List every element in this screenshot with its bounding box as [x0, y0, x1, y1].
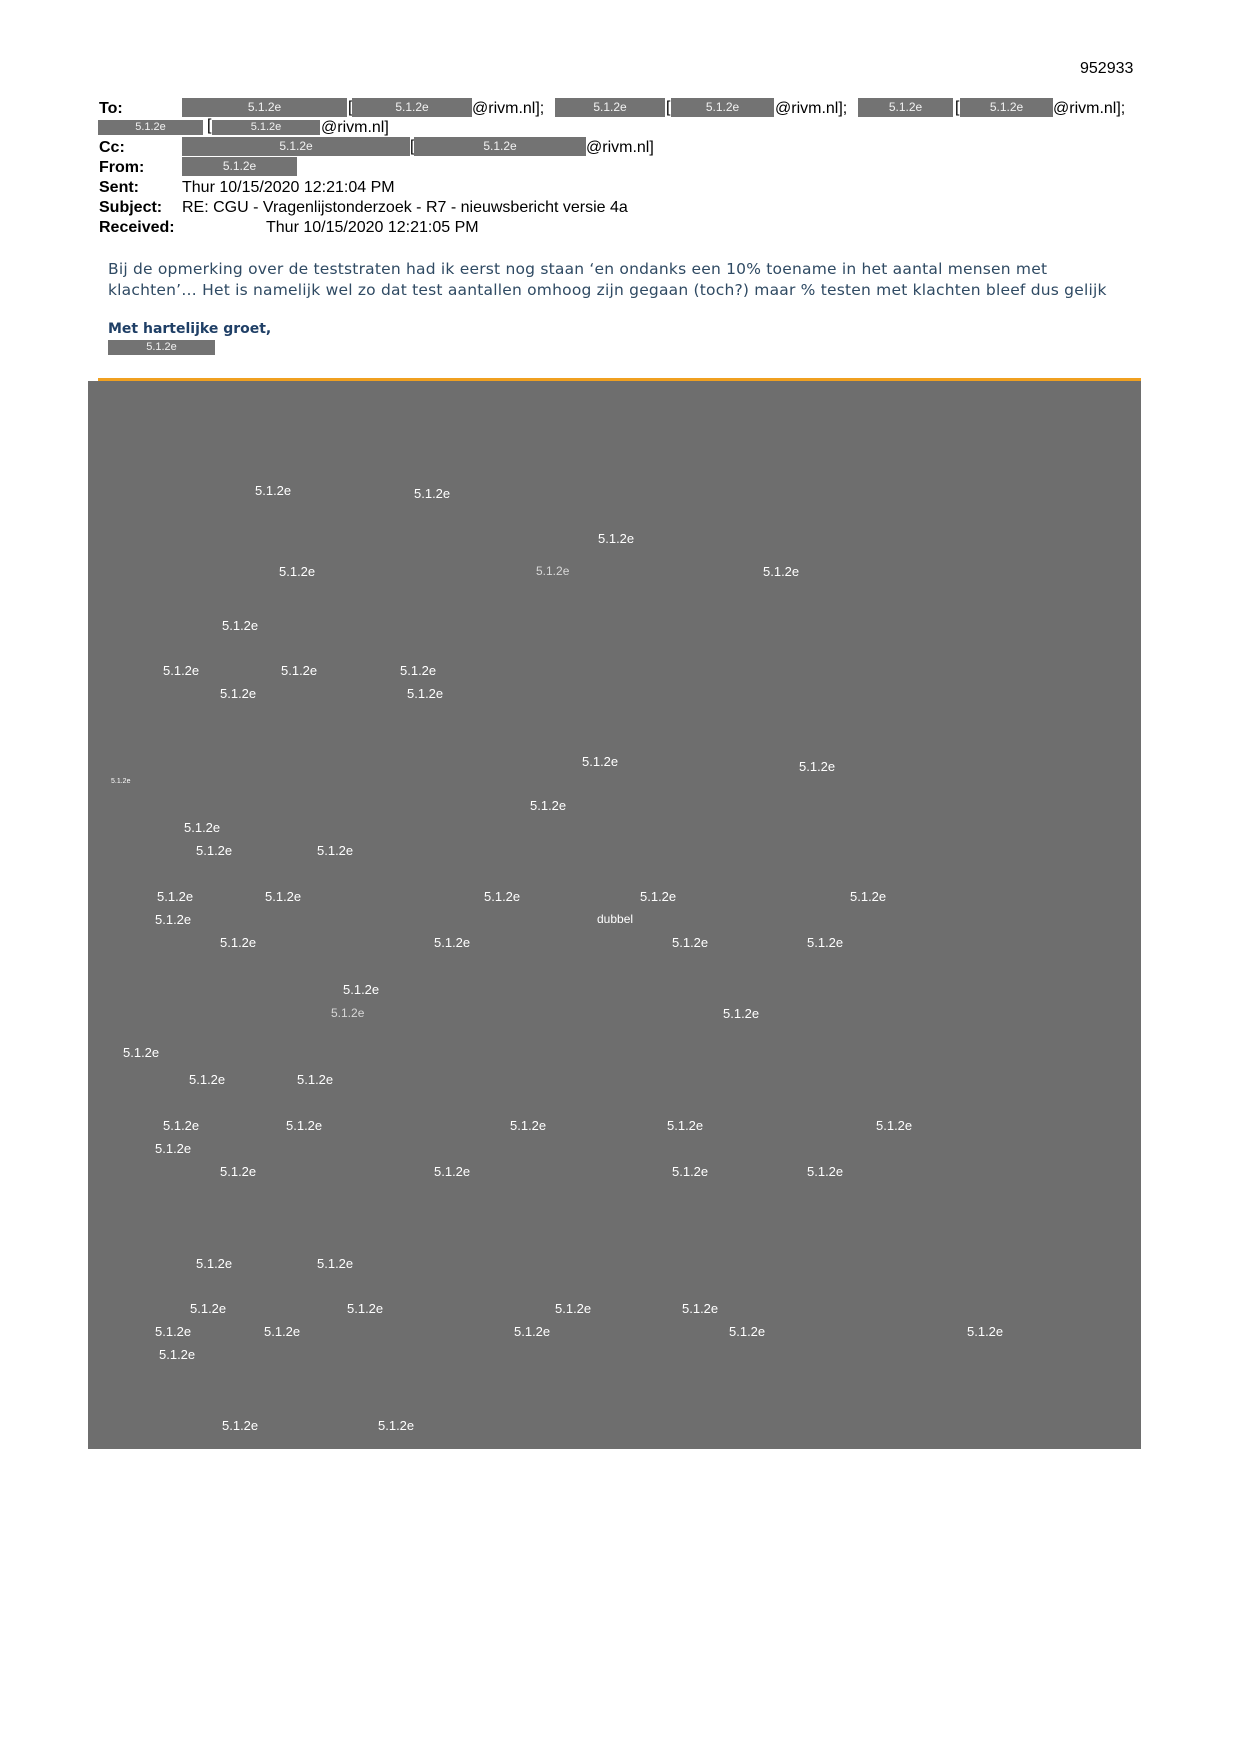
redaction-label: 5.1.2e	[265, 889, 302, 904]
received-value: Thur 10/15/2020 12:21:05 PM	[266, 219, 479, 236]
received-label: Received:	[99, 219, 175, 236]
redaction-label: 5.1.2e	[279, 564, 316, 579]
subject-value: RE: CGU - Vragenlijstonderzoek - R7 - nieuwsbericht versie 4a	[182, 199, 628, 216]
document-number: 952933	[1080, 60, 1134, 77]
redaction-label: 5.1.2e	[434, 935, 471, 950]
redaction-label: 5.1.2e	[343, 982, 380, 997]
message-body: Bij de opmerking over de teststraten had ik eerst nog staan ‘en ondanks een 10% toename in het aantal mensen met klachten’… Het is namelijk wel zo dat test aantallen omhoog zijn gegaan (toch?) maar % testen met klachten bleef dus gelijk	[108, 260, 1107, 299]
redaction-label: 5.1.2e	[667, 1118, 704, 1133]
subject-label: Subject:	[99, 199, 163, 216]
redaction-label: 5.1.2e	[264, 1324, 301, 1339]
email-domain: @rivm.nl]	[321, 119, 389, 136]
redaction-box: 5.1.2e	[960, 98, 1053, 117]
redaction-label: 5.1.2e	[155, 1324, 192, 1339]
sent-label: Sent:	[99, 179, 139, 196]
redaction-label: 5.1.2e	[196, 843, 233, 858]
redaction-label: 5.1.2e	[286, 1118, 323, 1133]
redaction-box: 5.1.2e	[182, 157, 297, 176]
redaction-label: 5.1.2e	[189, 1072, 226, 1087]
redaction-label: 5.1.2e	[850, 889, 887, 904]
redaction-box: 5.1.2e	[858, 98, 953, 117]
redaction-label: 5.1.2e	[281, 663, 318, 678]
signature-redaction: 5.1.2e	[108, 340, 215, 355]
redaction-label: 5.1.2e	[220, 935, 257, 950]
redaction-label: 5.1.2e	[123, 1045, 160, 1060]
redaction-label: 5.1.2e	[555, 1301, 592, 1316]
to-label: To:	[99, 100, 123, 117]
redaction-box: 5.1.2e	[671, 98, 774, 117]
redaction-label: 5.1.2e	[196, 1256, 233, 1271]
redaction-label: 5.1.2e	[434, 1164, 471, 1179]
redaction-label: 5.1.2e	[514, 1324, 551, 1339]
sent-value: Thur 10/15/2020 12:21:04 PM	[182, 179, 395, 196]
bracket: [	[955, 99, 960, 116]
redaction-label: 5.1.2e	[400, 663, 437, 678]
redaction-label: 5.1.2e	[317, 1256, 354, 1271]
greeting: Met hartelijke groet,	[108, 321, 272, 337]
redaction-label: 5.1.2e	[763, 564, 800, 579]
redaction-box: 5.1.2e	[352, 98, 472, 117]
redaction-box: 5.1.2e	[98, 120, 203, 135]
redaction-label: 5.1.2e	[220, 1164, 257, 1179]
visible-word-dubbel: dubbel	[597, 912, 634, 926]
redaction-label: 5.1.2e	[378, 1418, 415, 1433]
redaction-label: 5.1.2e	[255, 483, 292, 498]
redaction-label: 5.1.2e	[407, 686, 444, 701]
redaction-label: 5.1.2e	[729, 1324, 766, 1339]
redaction-label: 5.1.2e	[222, 1418, 259, 1433]
redaction-label: 5.1.2e	[297, 1072, 334, 1087]
bracket: [	[348, 99, 353, 116]
email-domain: @rivm.nl];	[1053, 100, 1126, 117]
redaction-label: 5.1.2e	[510, 1118, 547, 1133]
email-domain: @rivm.nl];	[472, 100, 545, 117]
redaction-label: 5.1.2e	[220, 686, 257, 701]
redaction-label: 5.1.2e	[672, 935, 709, 950]
redaction-label: 5.1.2e	[155, 1141, 192, 1156]
redaction-box: 5.1.2e	[414, 137, 586, 156]
redaction-label: 5.1.2e	[536, 564, 570, 578]
redaction-label: 5.1.2e	[163, 1118, 200, 1133]
redaction-label: 5.1.2e	[807, 935, 844, 950]
bracket: [	[666, 99, 671, 116]
redaction-label: 5.1.2e	[807, 1164, 844, 1179]
email-domain: @rivm.nl]	[586, 139, 654, 156]
redaction-label: 5.1.2e	[598, 531, 635, 546]
redaction-label: 5.1.2e	[317, 843, 354, 858]
redaction-box: 5.1.2e	[182, 98, 347, 117]
redaction-label: 5.1.2e	[222, 618, 259, 633]
redaction-label: 5.1.2e	[967, 1324, 1004, 1339]
redaction-label: 5.1.2e	[876, 1118, 913, 1133]
redaction-label: 5.1.2e	[111, 778, 131, 785]
redaction-box: 5.1.2e	[182, 137, 410, 156]
redaction-label: 5.1.2e	[163, 663, 200, 678]
redaction-box: 5.1.2e	[555, 98, 665, 117]
redaction-label: 5.1.2e	[347, 1301, 384, 1316]
redaction-box: 5.1.2e	[212, 120, 320, 135]
redaction-label: 5.1.2e	[155, 912, 192, 927]
redaction-label: 5.1.2e	[159, 1347, 196, 1362]
redaction-label: 5.1.2e	[331, 1006, 365, 1020]
redaction-label: 5.1.2e	[640, 889, 677, 904]
redaction-label: 5.1.2e	[582, 754, 619, 769]
redaction-label: 5.1.2e	[414, 486, 451, 501]
redaction-label: 5.1.2e	[682, 1301, 719, 1316]
redaction-label: 5.1.2e	[672, 1164, 709, 1179]
bracket: [	[410, 138, 415, 155]
redaction-label: 5.1.2e	[184, 820, 221, 835]
redaction-label: 5.1.2e	[723, 1006, 760, 1021]
bracket: [	[207, 117, 212, 134]
redaction-label: 5.1.2e	[799, 759, 836, 774]
redaction-label: 5.1.2e	[484, 889, 521, 904]
email-domain: @rivm.nl];	[775, 100, 848, 117]
redaction-label: 5.1.2e	[190, 1301, 227, 1316]
redaction-label: 5.1.2e	[157, 889, 194, 904]
from-label: From:	[99, 159, 145, 176]
cc-label: Cc:	[99, 139, 125, 156]
redaction-label: 5.1.2e	[530, 798, 567, 813]
